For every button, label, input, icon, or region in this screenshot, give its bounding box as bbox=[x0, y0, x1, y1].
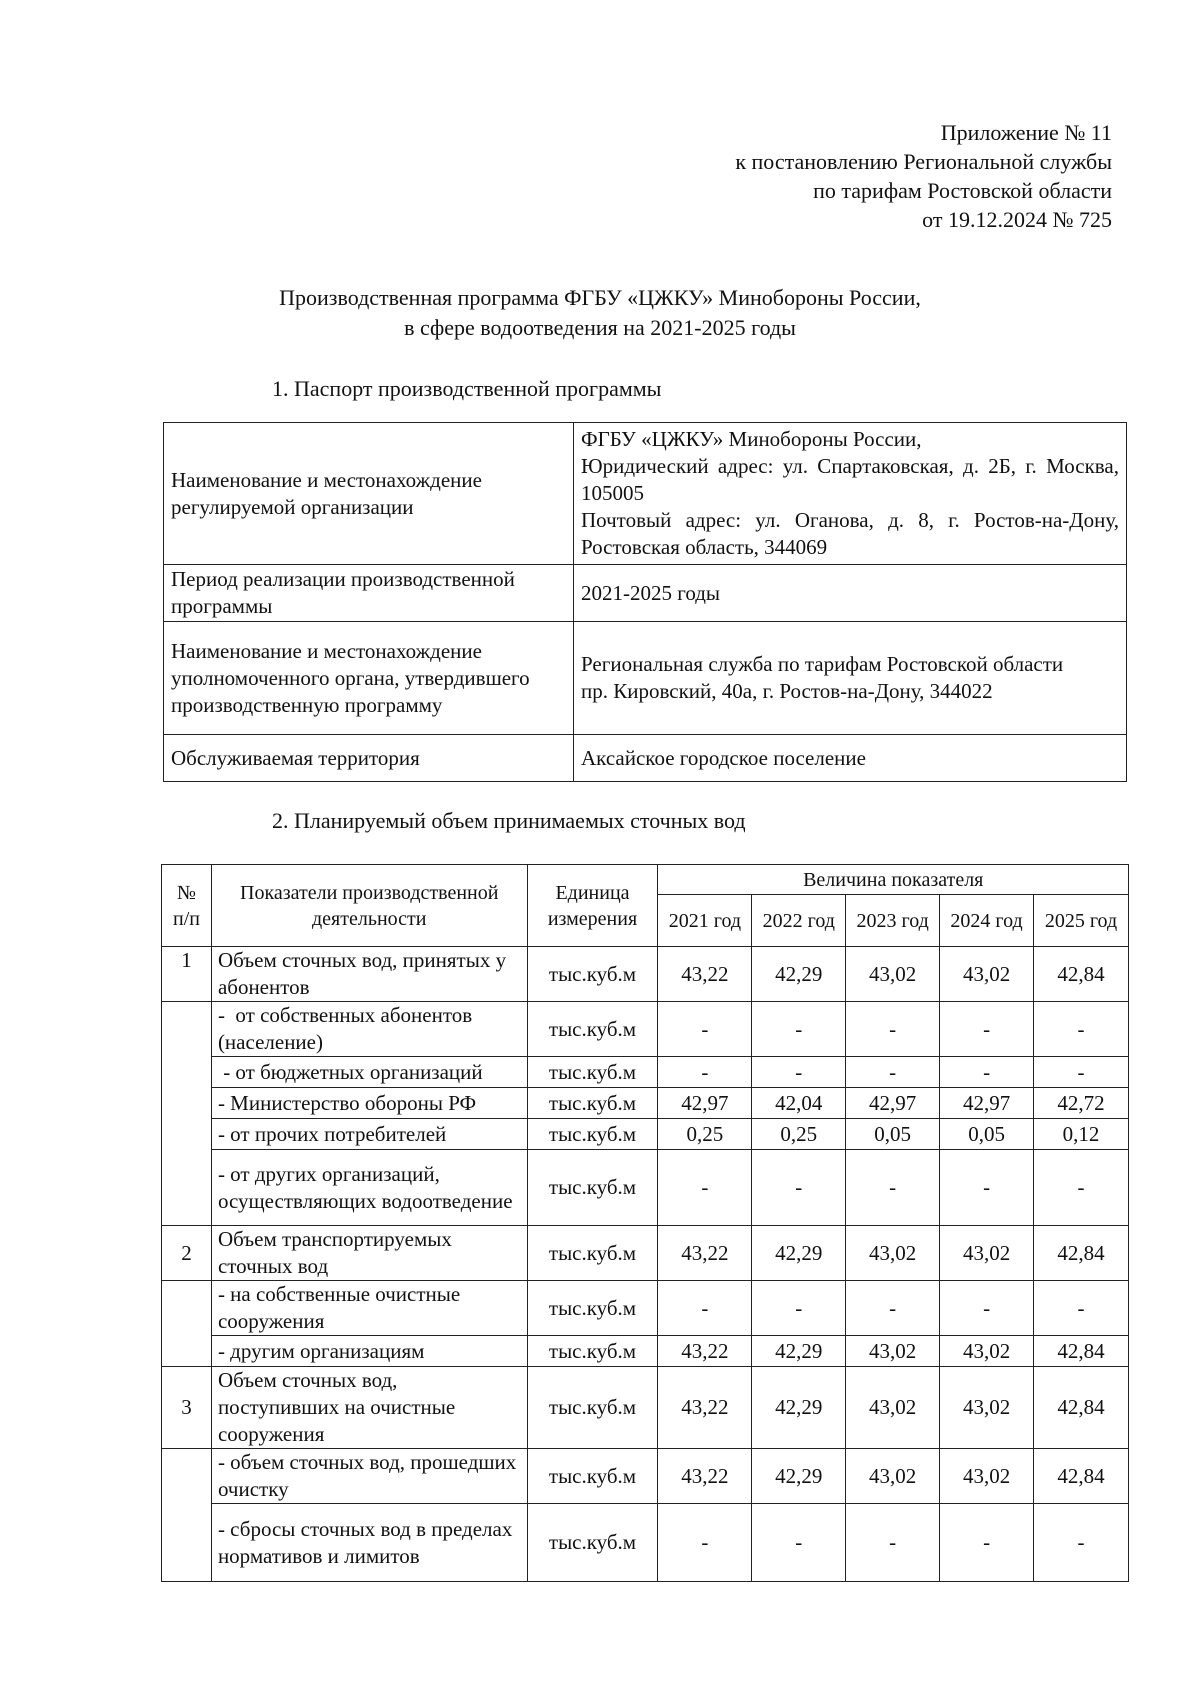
document-title bbox=[0, 283, 1200, 343]
row-indicator: - сбросы сточных вод в пределах нормативов и лимитов bbox=[211, 1504, 527, 1582]
table-row bbox=[162, 1088, 1129, 1119]
row-value: 43,02 bbox=[846, 1367, 940, 1449]
row-value: 42,97 bbox=[940, 1088, 1034, 1119]
header-indicator: Показатели производственной деятельности bbox=[211, 865, 527, 947]
passport-value: Аксайское городское поселение bbox=[574, 735, 1127, 782]
row-value: 42,29 bbox=[752, 1449, 846, 1504]
section-1-heading: 1. Паспорт производственной программы bbox=[272, 376, 662, 401]
row-value: 43,22 bbox=[658, 1367, 752, 1449]
row-value: 42,29 bbox=[752, 1367, 846, 1449]
row-indicator: - другим организациям bbox=[211, 1336, 527, 1367]
row-value: 43,02 bbox=[940, 947, 1034, 1002]
table-row bbox=[162, 1367, 1129, 1449]
row-unit: тыс.куб.м bbox=[527, 1002, 658, 1057]
row-unit: тыс.куб.м bbox=[527, 1057, 658, 1088]
row-value: - bbox=[846, 1150, 940, 1226]
row-value: - bbox=[940, 1057, 1034, 1088]
row-num: 1 bbox=[162, 947, 212, 1002]
table-row bbox=[162, 1281, 1129, 1336]
row-num: 3 bbox=[162, 1367, 212, 1449]
row-value: - bbox=[940, 1150, 1034, 1226]
row-value: 0,25 bbox=[658, 1119, 752, 1150]
header-year: 2025 год bbox=[1034, 895, 1129, 947]
appendix-line: Приложение № 11 bbox=[940, 120, 1112, 145]
table-row bbox=[162, 947, 1129, 1002]
row-num bbox=[162, 1002, 212, 1226]
row-value: 43,02 bbox=[940, 1449, 1034, 1504]
header-value-group: Величина показателя bbox=[658, 865, 1129, 895]
row-value: 42,84 bbox=[1034, 1336, 1129, 1367]
row-unit: тыс.куб.м bbox=[527, 1504, 658, 1582]
row-indicator: - Министерство обороны РФ bbox=[211, 1088, 527, 1119]
row-value: - bbox=[752, 1281, 846, 1336]
row-value: - bbox=[752, 1057, 846, 1088]
row-value: 42,84 bbox=[1034, 1226, 1129, 1281]
row-value: 42,97 bbox=[658, 1088, 752, 1119]
row-value: 43,02 bbox=[846, 1226, 940, 1281]
row-indicator: Объем сточных вод, поступивших на очистные сооружения bbox=[211, 1367, 527, 1449]
row-value: 43,02 bbox=[940, 1336, 1034, 1367]
row-value: - bbox=[1034, 1002, 1129, 1057]
row-indicator: Объем сточных вод, принятых у абонентов bbox=[211, 947, 527, 1002]
row-value: 43,02 bbox=[846, 1336, 940, 1367]
passport-row bbox=[164, 622, 1127, 735]
title-line: в сфере водоотведения на 2021-2025 годы bbox=[404, 315, 796, 340]
row-unit: тыс.куб.м bbox=[527, 1336, 658, 1367]
row-value: - bbox=[846, 1057, 940, 1088]
row-value: - bbox=[658, 1057, 752, 1088]
row-value: 43,02 bbox=[846, 1449, 940, 1504]
row-indicator: - на собственные очистные сооружения bbox=[211, 1281, 527, 1336]
row-value: 42,84 bbox=[1034, 1367, 1129, 1449]
header-year: 2021 год bbox=[658, 895, 752, 947]
passport-row bbox=[164, 565, 1127, 622]
row-value: - bbox=[658, 1504, 752, 1582]
row-num bbox=[162, 1449, 212, 1582]
row-value: - bbox=[752, 1002, 846, 1057]
row-unit: тыс.куб.м bbox=[527, 1150, 658, 1226]
row-indicator: - от бюджетных организаций bbox=[211, 1057, 527, 1088]
table-row bbox=[162, 1504, 1129, 1582]
row-value: - bbox=[940, 1002, 1034, 1057]
passport-label: Наименование и местонахождение регулируемой организации bbox=[164, 423, 574, 565]
passport-table bbox=[163, 422, 1127, 782]
row-unit: тыс.куб.м bbox=[527, 1088, 658, 1119]
row-unit: тыс.куб.м bbox=[527, 1281, 658, 1336]
table-row bbox=[162, 1002, 1129, 1057]
row-value: 0,12 bbox=[1034, 1119, 1129, 1150]
row-value: - bbox=[940, 1504, 1034, 1582]
header-year: 2024 год bbox=[940, 895, 1034, 947]
row-value: 42,29 bbox=[752, 1226, 846, 1281]
row-value: - bbox=[752, 1504, 846, 1582]
row-value: - bbox=[1034, 1150, 1129, 1226]
table-row bbox=[162, 1150, 1129, 1226]
row-value: 0,05 bbox=[940, 1119, 1034, 1150]
row-value: - bbox=[1034, 1504, 1129, 1582]
row-num: 2 bbox=[162, 1226, 212, 1281]
row-value: - bbox=[846, 1504, 940, 1582]
header-row bbox=[162, 865, 1129, 895]
passport-label: Период реализации производственной программы bbox=[164, 565, 574, 622]
header-year: 2022 год bbox=[752, 895, 846, 947]
row-value: 42,97 bbox=[846, 1088, 940, 1119]
row-value: 43,02 bbox=[940, 1226, 1034, 1281]
title-line: Производственная программа ФГБУ «ЦЖКУ» Минобороны России, bbox=[279, 285, 921, 310]
passport-value: Региональная служба по тарифам Ростовской области пр. Кировский, 40а, г. Ростов-на-Дону, 344022 bbox=[574, 622, 1127, 735]
row-unit: тыс.куб.м bbox=[527, 1226, 658, 1281]
row-value: 0,25 bbox=[752, 1119, 846, 1150]
row-unit: тыс.куб.м bbox=[527, 947, 658, 1002]
row-value: 42,72 bbox=[1034, 1088, 1129, 1119]
appendix-line: по тарифам Ростовской области bbox=[813, 178, 1112, 203]
header-num: № п/п bbox=[162, 865, 212, 947]
row-value: 42,29 bbox=[752, 1336, 846, 1367]
row-value: 42,29 bbox=[752, 947, 846, 1002]
row-unit: тыс.куб.м bbox=[527, 1367, 658, 1449]
row-indicator: - объем сточных вод, прошедших очистку bbox=[211, 1449, 527, 1504]
table-row bbox=[162, 1449, 1129, 1504]
row-value: - bbox=[752, 1150, 846, 1226]
row-value: 42,84 bbox=[1034, 1449, 1129, 1504]
passport-value: 2021-2025 годы bbox=[574, 565, 1127, 622]
row-value: 43,02 bbox=[846, 947, 940, 1002]
row-indicator: - от других организаций, осуществляющих водоотведение bbox=[211, 1150, 527, 1226]
row-value: - bbox=[658, 1281, 752, 1336]
table-row bbox=[162, 1057, 1129, 1088]
row-unit: тыс.куб.м bbox=[527, 1449, 658, 1504]
row-value: 43,22 bbox=[658, 1226, 752, 1281]
row-unit: тыс.куб.м bbox=[527, 1119, 658, 1150]
row-value: - bbox=[658, 1002, 752, 1057]
row-indicator: Объем транспортируемых сточных вод bbox=[211, 1226, 527, 1281]
volume-table bbox=[161, 864, 1129, 1582]
appendix-block bbox=[735, 118, 1112, 234]
passport-label: Обслуживаемая территория bbox=[164, 735, 574, 782]
table-row bbox=[162, 1119, 1129, 1150]
row-value: 43,02 bbox=[940, 1367, 1034, 1449]
row-value: - bbox=[846, 1002, 940, 1057]
row-value: - bbox=[1034, 1057, 1129, 1088]
row-value: 42,84 bbox=[1034, 947, 1129, 1002]
table-row bbox=[162, 1336, 1129, 1367]
appendix-line: от 19.12.2024 № 725 bbox=[922, 207, 1112, 232]
row-num bbox=[162, 1281, 212, 1367]
row-value: 0,05 bbox=[846, 1119, 940, 1150]
section-2-heading: 2. Планируемый объем принимаемых сточных вод bbox=[272, 808, 746, 833]
row-value: - bbox=[846, 1281, 940, 1336]
row-value: 43,22 bbox=[658, 1449, 752, 1504]
passport-value: ФГБУ «ЦЖКУ» Минобороны России, Юридический адрес: ул. Спартаковская, д. 2Б, г. Москва, 105005 Почтовый адрес: ул. Оганова, д. 8, г. Ростов-на-Дону, Ростовская область, 344069 bbox=[574, 423, 1127, 565]
passport-label: Наименование и местонахождение уполномоченного органа, утвердившего производственную программу bbox=[164, 622, 574, 735]
row-indicator: - от прочих потребителей bbox=[211, 1119, 527, 1150]
header-unit: Единица измерения bbox=[527, 865, 658, 947]
row-value: - bbox=[658, 1150, 752, 1226]
passport-row bbox=[164, 735, 1127, 782]
row-value: 43,22 bbox=[658, 1336, 752, 1367]
passport-row bbox=[164, 423, 1127, 565]
appendix-line: к постановлению Региональной службы bbox=[735, 149, 1112, 174]
row-value: - bbox=[940, 1281, 1034, 1336]
table-row bbox=[162, 1226, 1129, 1281]
row-indicator: - от собственных абонентов (население) bbox=[211, 1002, 527, 1057]
row-value: - bbox=[1034, 1281, 1129, 1336]
row-value: 42,04 bbox=[752, 1088, 846, 1119]
header-year: 2023 год bbox=[846, 895, 940, 947]
row-value: 43,22 bbox=[658, 947, 752, 1002]
